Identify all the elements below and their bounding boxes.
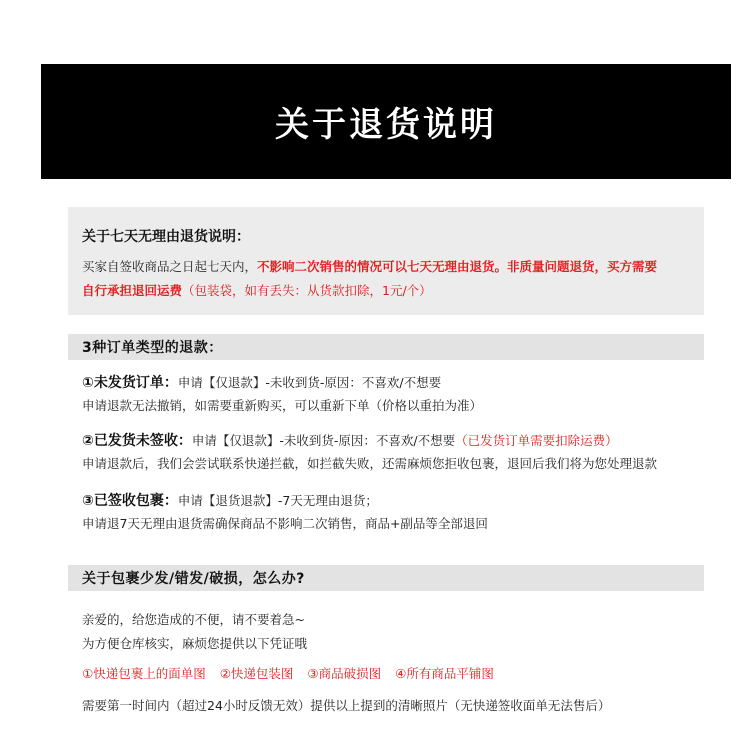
refund-types-header xyxy=(68,334,704,360)
evidence-list xyxy=(82,664,494,682)
missing-line-1: 亲爱的，给您造成的不便，请不要着急~ xyxy=(82,612,305,627)
refund-item-title: ②已发货未签收： xyxy=(82,433,192,449)
missing-footer-note: 需要第一时间内（超过24小时反馈无效）提供以上提到的清晰照片（无快递签收面单无法售后） xyxy=(82,698,611,713)
evidence-item: ①快递包裹上的面单图 xyxy=(82,666,206,681)
refund-item-title: ①未发货订单： xyxy=(82,375,178,391)
refund-item-red-note: （已发货订单需要扣除运费） xyxy=(455,433,618,448)
seven-day-line-1-normal: 买家自签收商品之日起七天内， xyxy=(82,259,258,274)
seven-day-line-1-red: 不影响二次销售的情况可以七天无理由退货。非质量问题退货，买方需要 xyxy=(257,259,658,274)
seven-day-line-2-normal: （包装袋，如有丢失：从货款扣除，1元/个） xyxy=(182,283,432,298)
seven-day-heading: 关于七天无理由退货说明： xyxy=(82,229,250,245)
refund-item-2 xyxy=(82,430,618,450)
evidence-item: ③商品破损图 xyxy=(307,666,382,681)
refund-item-3-detail: 申请退7天无理由退货需确保商品不影响二次销售，商品+副品等全部退回 xyxy=(82,516,488,531)
refund-item-1 xyxy=(82,372,441,392)
refund-item-line-1: 申请【仅退款】-未收到货-原因：不喜欢/不想要 xyxy=(191,433,456,448)
refund-item-2-detail: 申请退款后，我们会尝试联系快递拦截，如拦截失败，还需麻烦您拒收包裹，退回后我们将为您处理退款 xyxy=(82,456,658,471)
seven-day-line-2 xyxy=(82,281,432,299)
refund-item-3 xyxy=(82,490,378,510)
evidence-item: ②快递包装图 xyxy=(219,666,294,681)
missing-package-heading: 关于包裹少发/错发/破损，怎么办? xyxy=(82,571,305,587)
refund-item-line-1: 申请【退货退款】-7天无理由退货； xyxy=(177,493,378,508)
missing-line-2: 为方便仓库核实，麻烦您提供以下凭证哦 xyxy=(82,636,308,651)
refund-item-title: ③已签收包裹： xyxy=(82,493,178,509)
evidence-item: ④所有商品平铺图 xyxy=(395,666,494,681)
refund-item-line-1: 申请【仅退款】-未收到货-原因：不喜欢/不想要 xyxy=(177,375,442,390)
page-title: 关于退货说明 xyxy=(275,105,497,145)
seven-day-line-1 xyxy=(82,257,657,275)
seven-day-line-2-red: 自行承担退回运费 xyxy=(82,283,183,298)
missing-package-header xyxy=(68,565,704,591)
title-banner xyxy=(41,64,731,179)
refund-item-1-detail: 申请退款无法撤销，如需要重新购买，可以重新下单（价格以重拍为准） xyxy=(82,398,483,413)
refund-types-heading: 3种订单类型的退款： xyxy=(82,340,223,356)
